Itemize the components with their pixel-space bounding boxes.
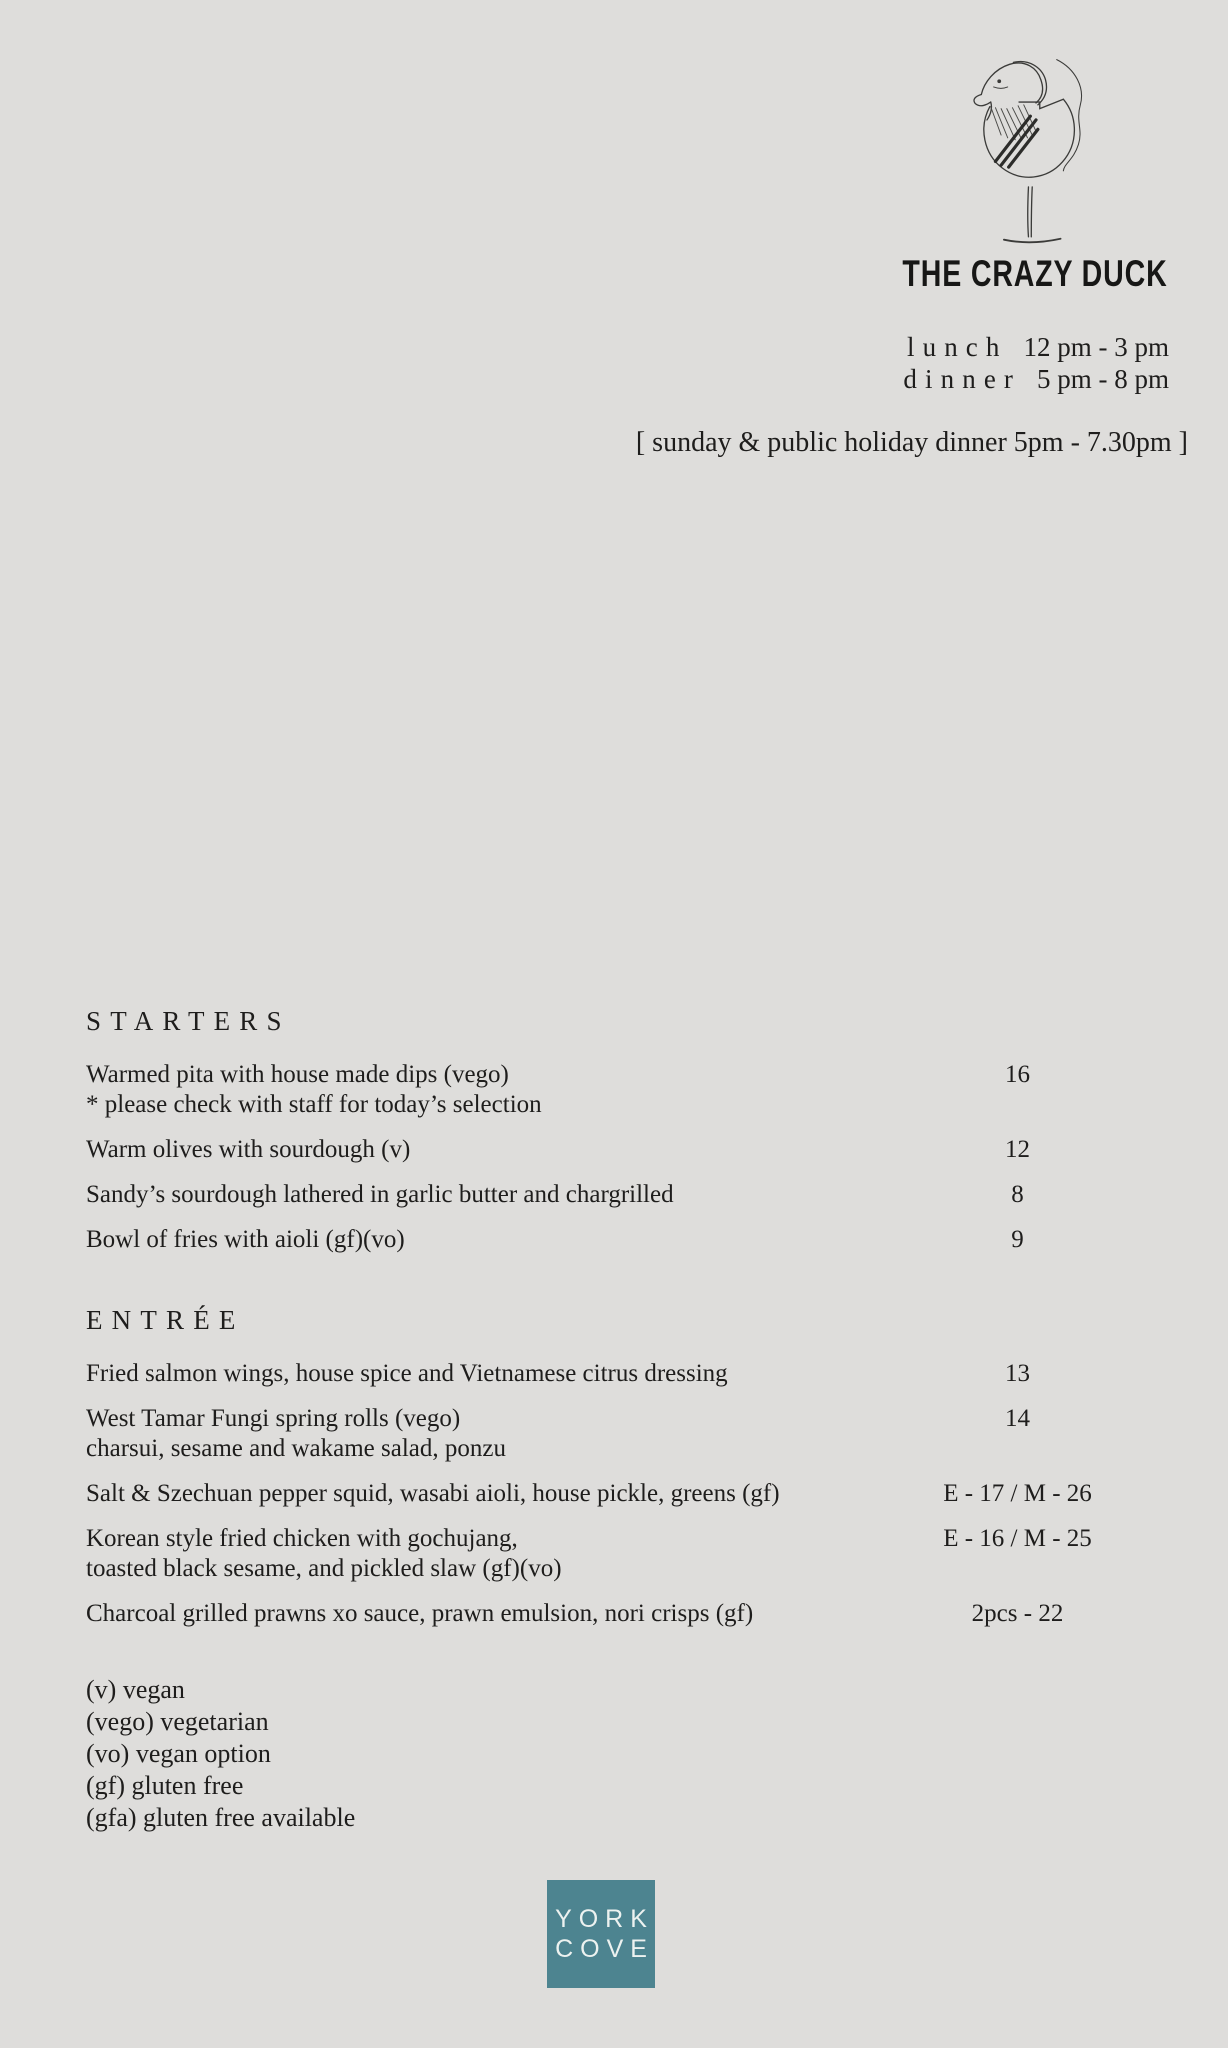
menu-item-price: 2pcs - 22 (971, 1600, 1064, 1627)
menu-item-text (86, 1524, 915, 1584)
menu-sections (86, 1004, 1120, 1644)
legend-line: (gf) gluten free (86, 1771, 244, 1800)
section-items (86, 1060, 1120, 1255)
menu-item-row (86, 1180, 1120, 1210)
menu-item-price: 13 (1005, 1360, 1030, 1387)
dinner-time: 5 pm - 8 pm (1037, 364, 1169, 394)
menu-section (86, 1303, 1120, 1629)
menu-item-text (86, 1479, 915, 1509)
menu-item-name: Salt & Szechuan pepper squid, wasabi aioli, house pickle, greens (gf) (86, 1480, 780, 1507)
dietary-legend (86, 1674, 355, 1834)
lunch-label: lunch (907, 332, 1008, 362)
menu-item-row (86, 1135, 1120, 1165)
legend-line: (v) vegan (86, 1675, 185, 1704)
dinner-label: dinner (903, 364, 1021, 394)
menu-item-row (86, 1060, 1120, 1120)
dinner-hours (903, 363, 1169, 395)
york-cove-logo-line1: YORK (555, 1905, 654, 1933)
restaurant-title: THE CRAZY DUCK (902, 253, 1168, 295)
menu-item-name: Charcoal grilled prawns xo sauce, prawn emulsion, nori crisps (gf) (86, 1600, 754, 1627)
menu-item-price: 8 (1011, 1181, 1024, 1208)
menu-item-name: Fried salmon wings, house spice and Vietnamese citrus dressing (86, 1360, 728, 1387)
legend-line: (gfa) gluten free available (86, 1803, 356, 1832)
menu-item-text (86, 1135, 915, 1165)
lunch-time: 12 pm - 3 pm (1023, 332, 1169, 362)
menu-item-text (86, 1060, 915, 1120)
menu-item-text (86, 1225, 915, 1255)
menu-item-row (86, 1599, 1120, 1629)
menu-item-price: 12 (1005, 1136, 1030, 1163)
york-cove-logo-line2: COVE (555, 1935, 654, 1963)
section-items (86, 1359, 1120, 1629)
lunch-hours (903, 331, 1169, 363)
legend-line: (vo) vegan option (86, 1739, 271, 1768)
menu-item-row (86, 1479, 1120, 1509)
duck-in-wine-glass-icon (970, 46, 1102, 258)
menu-item-note: charsui, sesame and wakame salad, ponzu (86, 1435, 506, 1462)
menu-item-name: Bowl of fries with aioli (gf)(vo) (86, 1226, 405, 1253)
menu-item-name: West Tamar Fungi spring rolls (vego) (86, 1405, 461, 1432)
menu-item-price: 16 (1005, 1061, 1030, 1088)
menu-item-row (86, 1404, 1120, 1464)
york-cove-logo (547, 1880, 655, 1988)
menu-item-text (86, 1404, 915, 1464)
menu-item-note: toasted black sesame, and pickled slaw (gf)(vo) (86, 1555, 562, 1582)
menu-item-name: Korean style fried chicken with gochujang, (86, 1525, 518, 1552)
section-heading: STARTERS (86, 1006, 291, 1036)
menu-item-name: Warmed pita with house made dips (vego) (86, 1061, 509, 1088)
menu-item-text (86, 1359, 915, 1389)
opening-hours (903, 331, 1169, 395)
menu-item-price: 14 (1005, 1405, 1030, 1432)
menu-section (86, 1004, 1120, 1255)
menu-item-price: E - 16 / M - 25 (943, 1525, 1092, 1552)
menu-item-price: E - 17 / M - 26 (943, 1480, 1092, 1507)
menu-item-row (86, 1225, 1120, 1255)
holiday-hours-note: [ sunday & public holiday dinner 5pm - 7.30pm ] (635, 427, 1188, 458)
menu-item-price: 9 (1011, 1226, 1024, 1253)
section-heading: ENTRÉE (86, 1305, 245, 1335)
menu-item-text (86, 1180, 915, 1210)
menu-item-row (86, 1359, 1120, 1389)
menu-item-text (86, 1599, 915, 1629)
menu-item-name: Warm olives with sourdough (v) (86, 1136, 411, 1163)
legend-line: (vego) vegetarian (86, 1707, 269, 1736)
menu-item-name: Sandy’s sourdough lathered in garlic butter and chargrilled (86, 1181, 674, 1208)
menu-item-note: * please check with staff for today’s selection (86, 1091, 542, 1118)
menu-item-row (86, 1524, 1120, 1584)
